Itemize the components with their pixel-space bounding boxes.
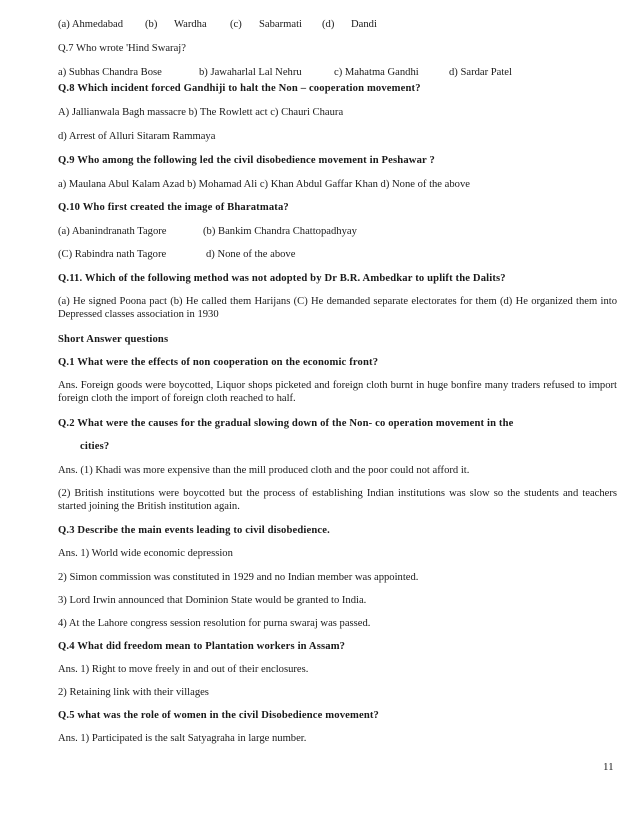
q7-options [58,66,617,79]
question-9: Q.9 Who among the following led the civil disobedience movement in Peshawar ? [58,155,435,166]
short-answer-3-point-1: Ans. 1) World wide economic depression [58,548,233,559]
q10-option-b: (b) Bankim Chandra Chattopadhyay [203,226,357,237]
short-answer-3-point-3: 3) Lord Irwin announced that Dominion State would be granted to India. [58,595,367,606]
q7-option-a: a) Subhas Chandra Bose [58,67,162,78]
option-d: Dandi [351,19,377,30]
q10-option-a: (a) Abanindranath Tagore [58,226,167,237]
page-number: 11 [603,761,614,773]
question-10: Q.10 Who first created the image of Bharatmata? [58,202,289,213]
q10-options-line2 [58,248,617,261]
short-answer-2-point-2: (2) British institutions were boycotted but the process of establishing Indian institutions was slow so the students and teachers started joining the British institution again. [58,488,617,512]
option-c-label: (c) [230,19,242,30]
q9-options: a) Maulana Abul Kalam Azad b) Mohamad Ali c) Khan Abdul Gaffar Khan d) None of the above [58,179,470,190]
short-question-5: Q.5 what was the role of women in the civil Disobedience movement? [58,710,380,721]
short-answer-3-point-2: 2) Simon commission was constituted in 1929 and no Indian member was appointed. [58,572,419,583]
short-answer-1: Ans. Foreign goods were boycotted, Liquor shops picketed and foreign cloth burnt in huge bonfire many traders refused to import foreign cloth the import of foreign cloth reached to half. [58,380,617,404]
option-b-label: (b) [145,19,158,30]
short-question-4: Q.4 What did freedom mean to Plantation workers in Assam? [58,641,346,652]
q10-option-d: d) None of the above [206,249,296,260]
short-answer-2-point-1: Ans. (1) Khadi was more expensive than the mill produced cloth and the poor could not afford it. [58,465,470,476]
section-heading-short-answer: Short Answer questions [58,334,169,345]
q10-option-c: (C) Rabindra nath Tagore [58,249,167,260]
q7-option-c: c) Mahatma Gandhi [334,67,419,78]
q11-options: (a) He signed Poona pact (b) He called them Harijans (C) He demanded separate electorates for them (d) He organized them into Depressed classes association in 1930 [58,296,617,320]
q7-option-b: b) Jawaharlal Lal Nehru [199,67,302,78]
q7-option-d: d) Sardar Patel [449,67,512,78]
short-question-2-continued: cities? [80,441,110,452]
short-answer-5-point-1: Ans. 1) Participated is the salt Satyagraha in large number. [58,733,307,744]
option-a: (a) Ahmedabad [58,19,124,30]
short-question-3: Q.3 Describe the main events leading to civil disobedience. [58,525,330,536]
option-c: Sabarmati [259,19,302,30]
question-7: Q.7 Who wrote 'Hind Swaraj? [58,43,186,54]
q6-options [58,18,617,31]
q8-options-line2: d) Arrest of Alluri Sitaram Rammaya [58,131,216,142]
option-b: Wardha [174,19,207,30]
option-d-label: (d) [322,19,335,30]
question-11: Q.11. Which of the following method was not adopted by Dr B.R. Ambedkar to uplift the Dalits? [58,273,506,284]
short-answer-3-point-4: 4) At the Lahore congress session resolution for purna swaraj was passed. [58,618,371,629]
short-question-2: Q.2 What were the causes for the gradual slowing down of the Non- co operation movement in the [58,418,514,429]
question-8: Q.8 Which incident forced Gandhiji to halt the Non – cooperation movement? [58,83,421,94]
short-answer-4-point-2: 2) Retaining link with their villages [58,687,209,698]
short-answer-4-point-1: Ans. 1) Right to move freely in and out of their enclosures. [58,664,309,675]
q10-options-line1 [58,225,617,238]
short-question-1: Q.1 What were the effects of non cooperation on the economic front? [58,357,379,368]
q8-options-line1: A) Jallianwala Bagh massacre b) The Rowlett act c) Chauri Chaura [58,107,344,118]
